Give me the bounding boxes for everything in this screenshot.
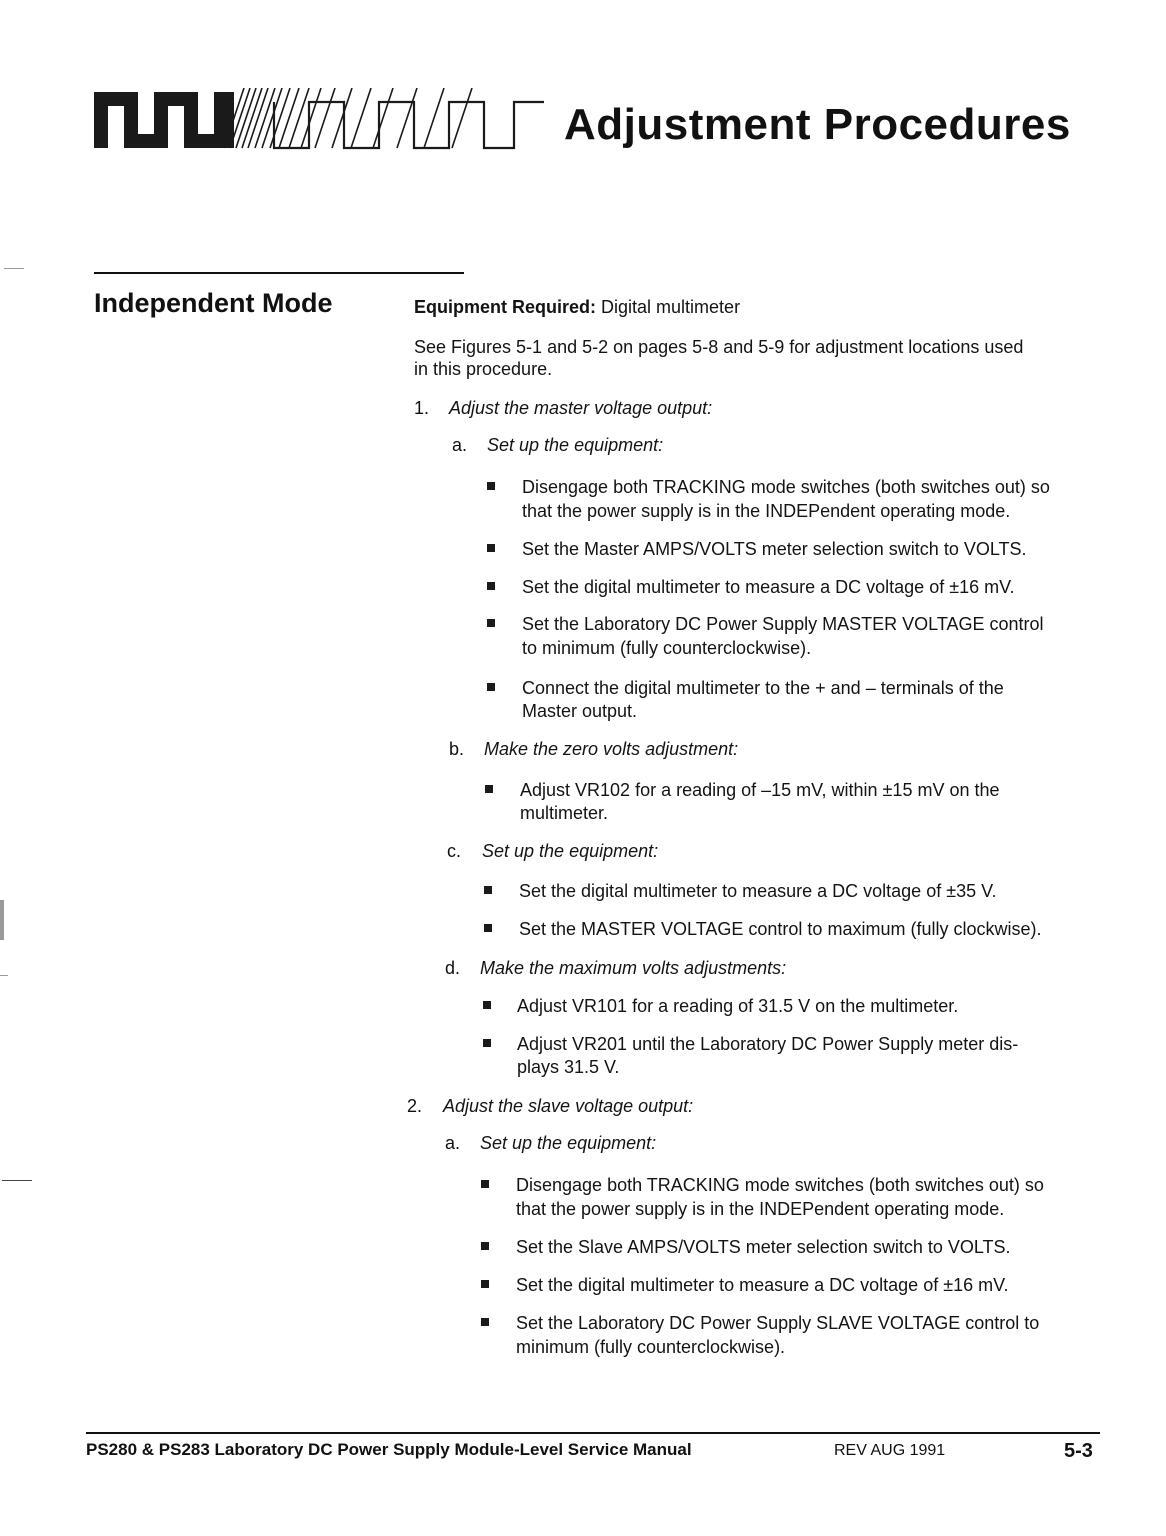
- bullet-text: Disengage both TRACKING mode switches (both switches out) so: [516, 1175, 1044, 1195]
- scan-artifact: [0, 975, 8, 976]
- step-title: Adjust the master voltage output:: [449, 398, 713, 418]
- bullet-text: Adjust VR201 until the Laboratory DC Power Supply meter dis-: [517, 1034, 1019, 1054]
- footer-revision: REV AUG 1991: [834, 1442, 946, 1459]
- bullet-text: Set the digital multimeter to measure a DC voltage of ±35 V.: [519, 881, 997, 901]
- bullet-text: Adjust VR101 for a reading of 31.5 V on the multimeter.: [517, 996, 959, 1016]
- bullet-icon: [481, 1242, 489, 1250]
- equipment-line: [414, 295, 740, 319]
- substep-letter: b.: [449, 739, 465, 759]
- substep-letter: a.: [445, 1133, 461, 1153]
- bullet-text: Connect the digital multimeter to the + and – terminals of the: [522, 678, 1004, 698]
- intro-text: in this procedure.: [414, 359, 553, 379]
- bullet-text: Disengage both TRACKING mode switches (both switches out) so: [522, 477, 1050, 497]
- bullet-icon: [481, 1280, 489, 1288]
- bullet-text: Set the MASTER VOLTAGE control to maximum (fully clockwise).: [519, 919, 1042, 939]
- bullet-icon: [481, 1318, 489, 1326]
- substep-letter: c.: [447, 841, 462, 861]
- bullet-text: Set the Master AMPS/VOLTS meter selection switch to VOLTS.: [522, 539, 1027, 559]
- bullet-icon: [484, 924, 492, 932]
- substep-letter: d.: [445, 958, 461, 978]
- bullet-text: Set the digital multimeter to measure a DC voltage of ±16 mV.: [516, 1275, 1009, 1295]
- bullet-icon: [487, 482, 495, 490]
- bullet-icon: [483, 1001, 491, 1009]
- equipment-label: Equipment Required:: [414, 297, 597, 317]
- chapter-logo-icon: [94, 88, 554, 152]
- substep-title: Set up the equipment:: [482, 841, 659, 861]
- bullet-text: Master output.: [522, 701, 638, 721]
- chapter-title: Adjustment Procedures: [564, 100, 1071, 149]
- substep-title: Set up the equipment:: [480, 1133, 657, 1153]
- bullet-text: that the power supply is in the INDEPendent operating mode.: [522, 501, 1011, 521]
- bullet-text: Set the Laboratory DC Power Supply SLAVE VOLTAGE control to: [516, 1313, 1040, 1333]
- scan-artifact: [0, 900, 4, 940]
- bullet-text: minimum (fully counterclockwise).: [516, 1337, 786, 1357]
- bullet-text: to minimum (fully counterclockwise).: [522, 638, 812, 658]
- bullet-icon: [485, 785, 493, 793]
- page-number: 5-3: [1064, 1440, 1093, 1462]
- equipment-value: Digital multimeter: [601, 297, 741, 317]
- bullet-text: Set the digital multimeter to measure a DC voltage of ±16 mV.: [522, 577, 1015, 597]
- bullet-icon: [481, 1180, 489, 1188]
- step-number: 2.: [407, 1096, 423, 1116]
- bullet-icon: [484, 886, 492, 894]
- bullet-text: Set the Slave AMPS/VOLTS meter selection switch to VOLTS.: [516, 1237, 1011, 1257]
- bullet-icon: [483, 1039, 491, 1047]
- scan-artifact: [4, 268, 24, 269]
- step-number: 1.: [414, 398, 430, 418]
- bullet-icon: [487, 544, 495, 552]
- substep-title: Make the maximum volts adjustments:: [480, 958, 787, 978]
- footer-manual-title: PS280 & PS283 Laboratory DC Power Supply Module-Level Service Manual: [86, 1440, 692, 1459]
- bullet-text: multimeter.: [520, 803, 609, 823]
- substep-letter: a.: [452, 435, 468, 455]
- footer-divider: [86, 1432, 1100, 1434]
- intro-text: See Figures 5-1 and 5-2 on pages 5-8 and 5-9 for adjustment locations used: [414, 337, 1024, 357]
- bullet-text: Adjust VR102 for a reading of –15 mV, within ±15 mV on the: [520, 780, 1000, 800]
- substep-title: Set up the equipment:: [487, 435, 664, 455]
- bullet-icon: [487, 582, 495, 590]
- section-divider: [94, 272, 464, 274]
- substep-title: Make the zero volts adjustment:: [484, 739, 739, 759]
- bullet-icon: [487, 683, 495, 691]
- scan-artifact: [2, 1180, 32, 1181]
- bullet-text: Set the Laboratory DC Power Supply MASTER VOLTAGE control: [522, 614, 1044, 634]
- section-heading: Independent Mode: [94, 288, 333, 318]
- bullet-text: that the power supply is in the INDEPendent operating mode.: [516, 1199, 1005, 1219]
- bullet-icon: [487, 619, 495, 627]
- bullet-text: plays 31.5 V.: [517, 1057, 620, 1077]
- step-title: Adjust the slave voltage output:: [443, 1096, 694, 1116]
